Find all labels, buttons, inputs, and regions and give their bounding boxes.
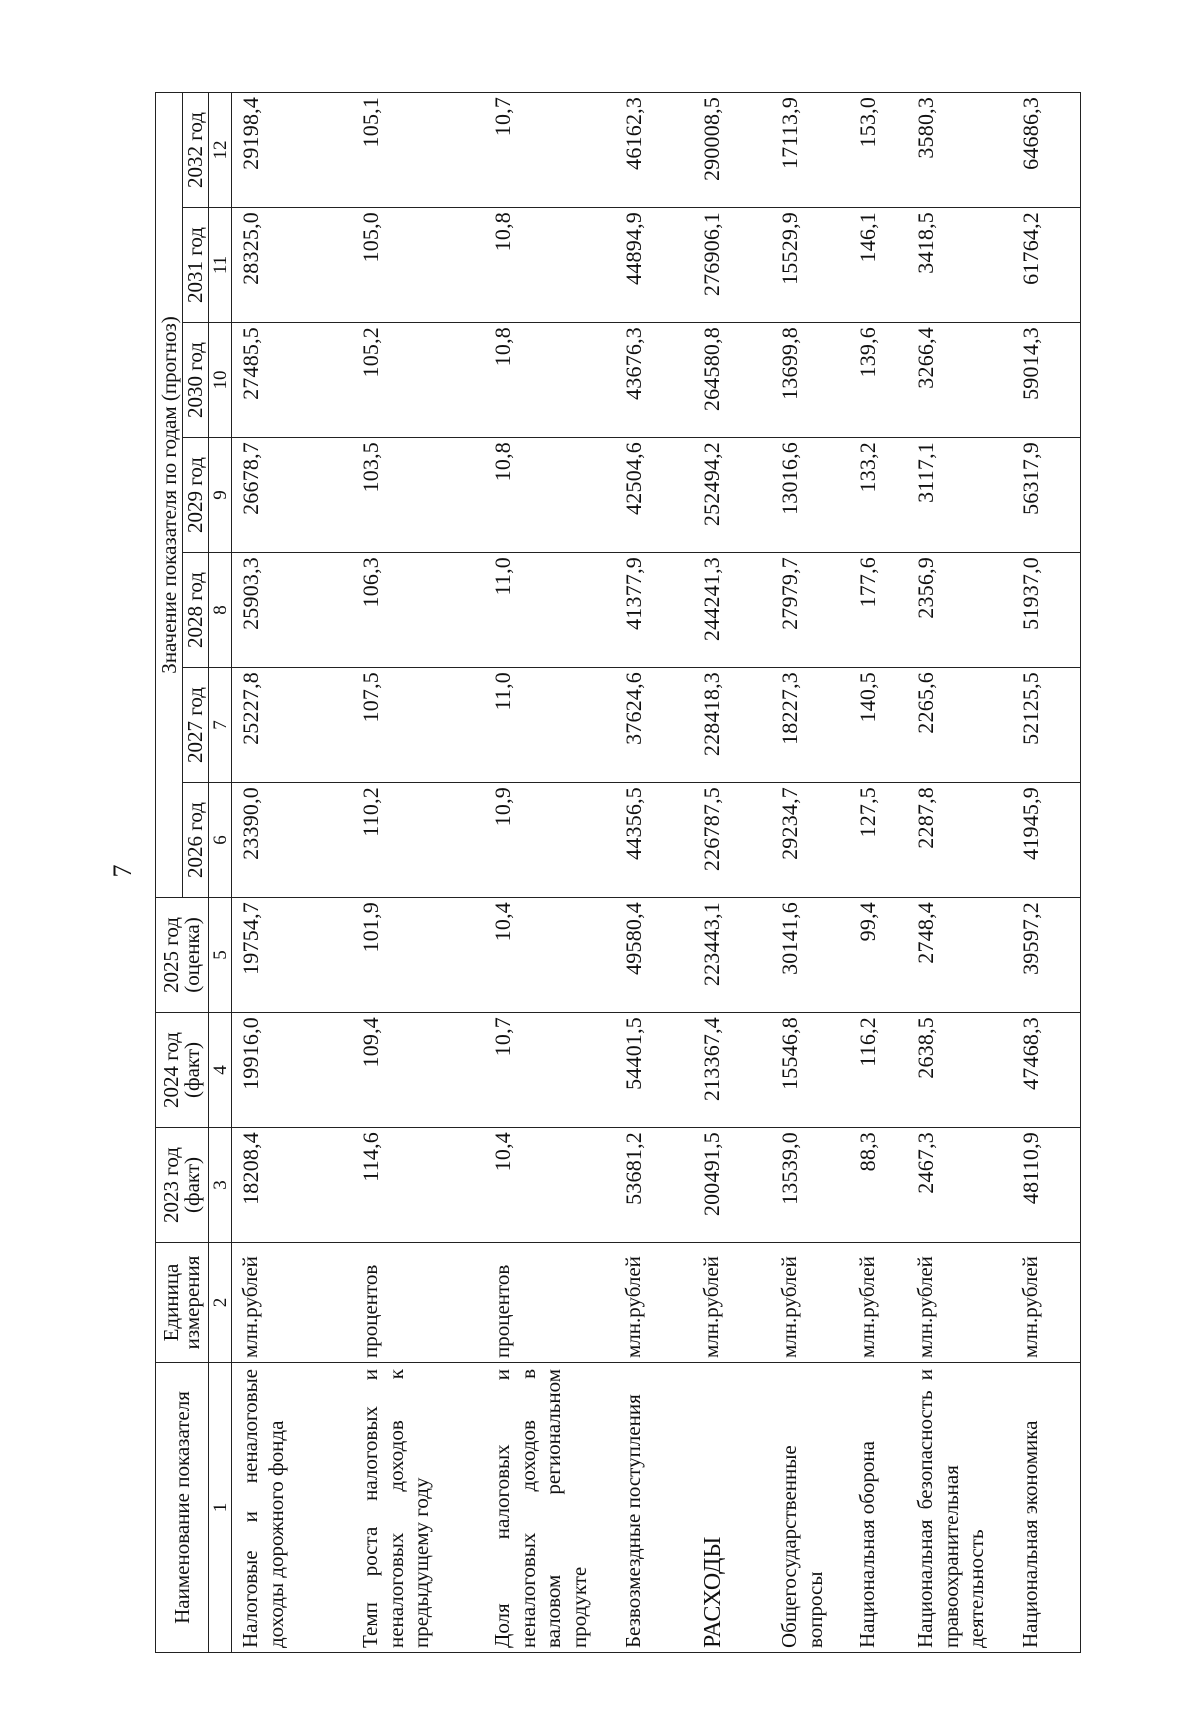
cell-value: 52125,5 bbox=[1012, 668, 1081, 783]
column-number: 1 bbox=[209, 1363, 232, 1653]
cell-value: 103,5 bbox=[352, 438, 484, 553]
header-2027: 2027 год bbox=[183, 668, 209, 783]
cell-value: 10,7 bbox=[484, 92, 615, 207]
cell-value: 53681,2 bbox=[615, 1128, 693, 1243]
cell-value: 48110,9 bbox=[1012, 1128, 1081, 1243]
cell-value: 10,9 bbox=[484, 783, 615, 898]
column-number: 7 bbox=[209, 668, 232, 783]
cell-value: 264580,8 bbox=[693, 323, 771, 438]
cell-value: 29198,4 bbox=[232, 92, 353, 207]
column-number: 5 bbox=[209, 898, 232, 1013]
cell-value: 41377,9 bbox=[615, 553, 693, 668]
cell-value: 46162,3 bbox=[615, 92, 693, 207]
cell-value: 177,6 bbox=[849, 553, 907, 668]
cell-value: 3580,3 bbox=[907, 92, 1012, 207]
cell-value: 10,8 bbox=[484, 323, 615, 438]
cell-value: 39597,2 bbox=[1012, 898, 1081, 1013]
column-number: 3 bbox=[209, 1128, 232, 1243]
cell-value: 49580,4 bbox=[615, 898, 693, 1013]
cell-value: 223443,1 bbox=[693, 898, 771, 1013]
cell-value: 2287,8 bbox=[907, 783, 1012, 898]
cell-value: 106,3 bbox=[352, 553, 484, 668]
cell-value: 10,8 bbox=[484, 208, 615, 323]
column-number: 11 bbox=[209, 208, 232, 323]
cell-value: 153,0 bbox=[849, 92, 907, 207]
cell-value: 13539,0 bbox=[771, 1128, 849, 1243]
cell-value: 10,8 bbox=[484, 438, 615, 553]
row-unit: млн.рублей bbox=[907, 1243, 1012, 1363]
table-row bbox=[1012, 92, 1081, 1652]
page-number: 7 bbox=[108, 864, 137, 878]
header-unit: Единица измерения bbox=[156, 1243, 209, 1363]
column-numbers-row bbox=[209, 92, 232, 1652]
cell-value: 27979,7 bbox=[771, 553, 849, 668]
cell-value: 88,3 bbox=[849, 1128, 907, 1243]
cell-value: 13699,8 bbox=[771, 323, 849, 438]
cell-value: 10,4 bbox=[484, 898, 615, 1013]
cell-value: 18227,3 bbox=[771, 668, 849, 783]
row-name: Национальная безопасность и правоохранительная деятельность bbox=[907, 1363, 1012, 1653]
cell-value: 17113,9 bbox=[771, 92, 849, 207]
row-unit: млн.рублей bbox=[615, 1243, 693, 1363]
row-name: Налоговые и неналоговые доходы дорожного фонда bbox=[232, 1363, 353, 1653]
cell-value: 44356,5 bbox=[615, 783, 693, 898]
row-name: Доля налоговых и неналоговых доходов в валовом региональном продукте bbox=[484, 1363, 615, 1653]
header-2030: 2030 год bbox=[183, 323, 209, 438]
cell-value: 290008,5 bbox=[693, 92, 771, 207]
cell-value: 15546,8 bbox=[771, 1013, 849, 1128]
column-number: 8 bbox=[209, 553, 232, 668]
cell-value: 11,0 bbox=[484, 553, 615, 668]
cell-value: 42504,6 bbox=[615, 438, 693, 553]
cell-value: 56317,9 bbox=[1012, 438, 1081, 553]
column-number: 12 bbox=[209, 92, 232, 207]
cell-value: 18208,4 bbox=[232, 1128, 353, 1243]
cell-value: 25903,3 bbox=[232, 553, 353, 668]
header-2029: 2029 год bbox=[183, 438, 209, 553]
table-row bbox=[232, 92, 353, 1652]
cell-value: 110,2 bbox=[352, 783, 484, 898]
cell-value: 2748,4 bbox=[907, 898, 1012, 1013]
cell-value: 252494,2 bbox=[693, 438, 771, 553]
cell-value: 3266,4 bbox=[907, 323, 1012, 438]
header-2031: 2031 год bbox=[183, 208, 209, 323]
cell-value: 228418,3 bbox=[693, 668, 771, 783]
cell-value: 43676,3 bbox=[615, 323, 693, 438]
cell-value: 133,2 bbox=[849, 438, 907, 553]
cell-value: 105,1 bbox=[352, 92, 484, 207]
cell-value: 11,0 bbox=[484, 668, 615, 783]
column-number: 6 bbox=[209, 783, 232, 898]
cell-value: 3117,1 bbox=[907, 438, 1012, 553]
cell-value: 200491,5 bbox=[693, 1128, 771, 1243]
table-row bbox=[693, 92, 771, 1652]
cell-value: 59014,3 bbox=[1012, 323, 1081, 438]
cell-value: 2467,3 bbox=[907, 1128, 1012, 1243]
cell-value: 25227,8 bbox=[232, 668, 353, 783]
cell-value: 10,4 bbox=[484, 1128, 615, 1243]
cell-value: 114,6 bbox=[352, 1128, 484, 1243]
row-name: Национальная экономика bbox=[1012, 1363, 1081, 1653]
cell-value: 101,9 bbox=[352, 898, 484, 1013]
header-name: Наименование показателя bbox=[156, 1363, 209, 1653]
cell-value: 28325,0 bbox=[232, 208, 353, 323]
cell-value: 37624,6 bbox=[615, 668, 693, 783]
cell-value: 64686,3 bbox=[1012, 92, 1081, 207]
row-name: Национальная оборона bbox=[849, 1363, 907, 1653]
cell-value: 3418,5 bbox=[907, 208, 1012, 323]
header-2032: 2032 год bbox=[183, 92, 209, 207]
row-name: РАСХОДЫ bbox=[693, 1363, 771, 1653]
cell-value: 226787,5 bbox=[693, 783, 771, 898]
row-unit: млн.рублей bbox=[232, 1243, 353, 1363]
cell-value: 2638,5 bbox=[907, 1013, 1012, 1128]
table-row bbox=[352, 92, 484, 1652]
column-number: 4 bbox=[209, 1013, 232, 1128]
table-row bbox=[907, 92, 1012, 1652]
budget-forecast-table bbox=[155, 92, 1081, 1653]
cell-value: 44894,9 bbox=[615, 208, 693, 323]
cell-value: 15529,9 bbox=[771, 208, 849, 323]
row-unit: процентов bbox=[484, 1243, 615, 1363]
row-name: Общегосударственные вопросы bbox=[771, 1363, 849, 1653]
cell-value: 23390,0 bbox=[232, 783, 353, 898]
cell-value: 244241,3 bbox=[693, 553, 771, 668]
cell-value: 30141,6 bbox=[771, 898, 849, 1013]
cell-value: 61764,2 bbox=[1012, 208, 1081, 323]
cell-value: 10,7 bbox=[484, 1013, 615, 1128]
cell-value: 105,0 bbox=[352, 208, 484, 323]
table-row bbox=[771, 92, 849, 1652]
cell-value: 51937,0 bbox=[1012, 553, 1081, 668]
column-number: 9 bbox=[209, 438, 232, 553]
cell-value: 29234,7 bbox=[771, 783, 849, 898]
column-number: 2 bbox=[209, 1243, 232, 1363]
row-unit: млн.рублей bbox=[771, 1243, 849, 1363]
cell-value: 107,5 bbox=[352, 668, 484, 783]
cell-value: 127,5 bbox=[849, 783, 907, 898]
header-2024: 2024 год (факт) bbox=[156, 1013, 209, 1128]
row-name: Безвозмездные поступления bbox=[615, 1363, 693, 1653]
cell-value: 116,2 bbox=[849, 1013, 907, 1128]
row-unit: процентов bbox=[352, 1243, 484, 1363]
cell-value: 139,6 bbox=[849, 323, 907, 438]
header-forecast-group: Значение показателя по годам (прогноз) bbox=[156, 92, 183, 897]
cell-value: 276906,1 bbox=[693, 208, 771, 323]
budget-forecast-table-rotated bbox=[155, 93, 1087, 1653]
cell-value: 109,4 bbox=[352, 1013, 484, 1128]
row-name: Темп роста налоговых и неналоговых доходов к предыдущему году bbox=[352, 1363, 484, 1653]
cell-value: 26678,7 bbox=[232, 438, 353, 553]
row-unit: млн.рублей bbox=[849, 1243, 907, 1363]
cell-value: 19916,0 bbox=[232, 1013, 353, 1128]
table-row bbox=[484, 92, 615, 1652]
row-unit: млн.рублей bbox=[1012, 1243, 1081, 1363]
header-2025: 2025 год (оценка) bbox=[156, 898, 209, 1013]
table-row bbox=[615, 92, 693, 1652]
cell-value: 19754,7 bbox=[232, 898, 353, 1013]
row-unit: млн.рублей bbox=[693, 1243, 771, 1363]
column-number: 10 bbox=[209, 323, 232, 438]
cell-value: 213367,4 bbox=[693, 1013, 771, 1128]
cell-value: 54401,5 bbox=[615, 1013, 693, 1128]
cell-value: 140,5 bbox=[849, 668, 907, 783]
cell-value: 13016,6 bbox=[771, 438, 849, 553]
header-2028: 2028 год bbox=[183, 553, 209, 668]
cell-value: 99,4 bbox=[849, 898, 907, 1013]
cell-value: 41945,9 bbox=[1012, 783, 1081, 898]
cell-value: 2356,9 bbox=[907, 553, 1012, 668]
cell-value: 105,2 bbox=[352, 323, 484, 438]
table-row bbox=[849, 92, 907, 1652]
cell-value: 47468,3 bbox=[1012, 1013, 1081, 1128]
cell-value: 27485,5 bbox=[232, 323, 353, 438]
header-2026: 2026 год bbox=[183, 783, 209, 898]
header-2023: 2023 год (факт) bbox=[156, 1128, 209, 1243]
cell-value: 146,1 bbox=[849, 208, 907, 323]
cell-value: 2265,6 bbox=[907, 668, 1012, 783]
